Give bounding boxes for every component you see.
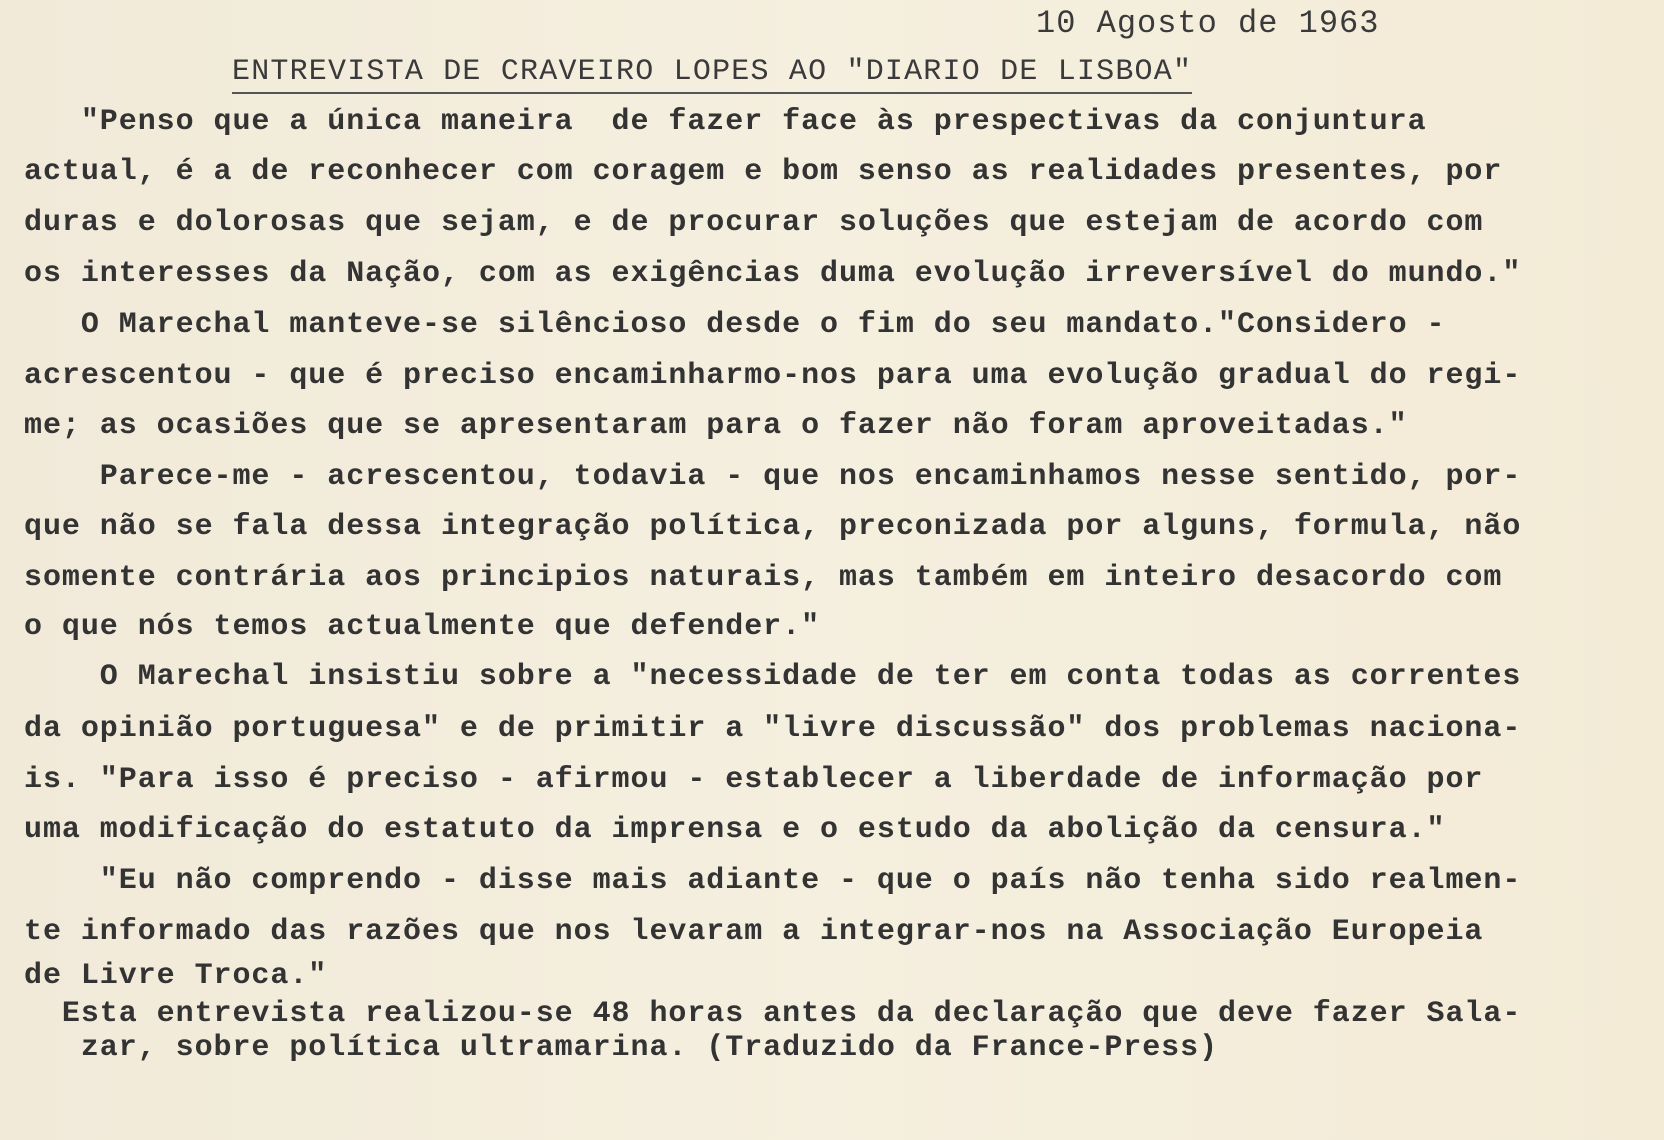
text-line-12: O Marechal insistiu sobre a "necessidade de ter em conta todas as correntes (24, 660, 1522, 694)
text-line-15: uma modificação do estatuto da imprensa e o estudo da abolição da censura." (24, 813, 1446, 847)
text-line-14: is. "Para isso é preciso - afirmou - establecer a liberdade de informação por (24, 763, 1484, 797)
text-line-11: o que nós temos actualmente que defender." (24, 610, 821, 644)
text-line-9: que não se fala dessa integração política, preconizada por alguns, formula, não (24, 510, 1522, 544)
text-line-20: zar, sobre política ultramarina. (Traduzido da France-Press) (24, 1031, 1219, 1065)
text-line-17: te informado das razões que nos levaram a integrar-nos na Associação Europeia (24, 915, 1484, 949)
text-line-7: me; as ocasiões que se apresentaram para o fazer não foram aproveitadas." (24, 409, 1408, 443)
text-line-1: "Penso que a única maneira de fazer face às prespectivas da conjuntura (24, 105, 1427, 139)
document-date: 10 Agosto de 1963 (1036, 5, 1380, 42)
text-line-4: os interesses da Nação, com as exigências duma evolução irreversível do mundo." (24, 257, 1522, 291)
text-line-6: acrescentou - que é preciso encaminharmo-nos para uma evolução gradual do regi- (24, 359, 1522, 393)
text-line-8: Parece-me - acrescentou, todavia - que nos encaminhamos nesse sentido, por- (24, 460, 1522, 494)
text-line-10: somente contrária aos principios naturais, mas também em inteiro desacordo com (24, 561, 1503, 595)
text-line-19: Esta entrevista realizou-se 48 horas antes da declaração que deve fazer Sala- (24, 997, 1522, 1031)
text-line-18: de Livre Troca." (24, 959, 328, 993)
text-line-13: da opinião portuguesa" e de primitir a "livre discussão" dos problemas naciona- (24, 712, 1522, 746)
document-title: ENTREVISTA DE CRAVEIRO LOPES AO "DIARIO DE LISBOA" (232, 52, 1192, 94)
text-line-16: "Eu não comprendo - disse mais adiante - que o país não tenha sido realmen- (24, 864, 1522, 898)
text-line-3: duras e dolorosas que sejam, e de procurar soluções que estejam de acordo com (24, 206, 1484, 240)
text-line-2: actual, é a de reconhecer com coragem e bom senso as realidades presentes, por (24, 155, 1503, 189)
text-line-5: O Marechal manteve-se silêncioso desde o fim do seu mandato."Considero - (24, 308, 1446, 342)
